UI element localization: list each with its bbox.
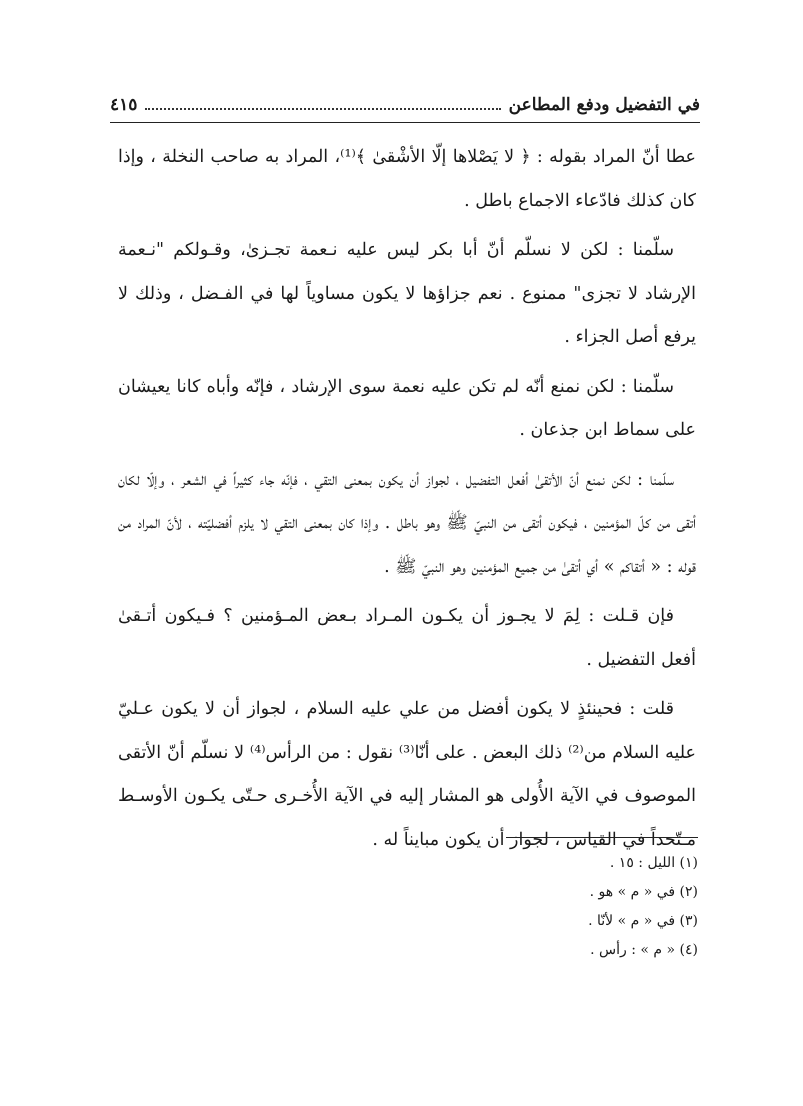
- paragraph-6: قلت : فحينئذٍ لا يكون أفضل من علي عليه السلام ، لجواز أن لا يكون عـليّ عليه السلام من⁽²⁾ ذلك البعض . على أنّا⁽³⁾ نقول : من الرأس⁽⁴⁾ لا نسلّم أنّ الأتقى الموصوف في الآية الأُولى هو المشار إليه في الآية الأُخـرى حـتّى يكـون الأوسـط مـتّحداً في القياس ، لجواز أن يكون مبايناً له .: [118, 699, 696, 850]
- footnotes: [430, 849, 698, 965]
- footnote-2: (٢) في « م » هو .: [589, 884, 698, 900]
- paragraph-1: عطا أنّ المراد بقوله : ﴿ لا يَصْلاها إلّا الأشْقىٰ ﴾⁽¹⁾، المراد به صاحب النخلة ، وإذا كان كذلك فادّعاء الاجماع باطل .: [118, 147, 696, 211]
- paragraph-4: سلّمنا : لكن نمنع أنّ الأتقىٰ أفعل التفضيل ، لجواز أن يكون بمعنى التقي ، فإنّه جاء كثيراً في الشعر ، وإلّا لكان أتقى من كلّ المؤمنين ، فيكون أتقى من النبيّ ﷺ وهو باطل . وإذا كان بمعنى التقي لا يلزم أفضليّته ، لأنّ المراد من قوله : « أتقاكم » أي أتقىٰ من جميع المؤمنين وهو النبيّ ﷺ .: [118, 469, 696, 577]
- paragraph-2: سلّمنا : لكن لا نسلّم أنّ أبا بكر ليس عليه نـعمة تجـزىٰ، وقـولكم "نـعمة الإرشاد لا تجزى" ممنوع . نعم جزاؤها لا يكون مساوياً لها في الفـضل ، وذلك لا يرفع أصل الجزاء .: [118, 240, 696, 347]
- main-text: [118, 136, 696, 868]
- footnote-divider: [506, 837, 698, 838]
- page-number: ٤١٥: [110, 95, 138, 115]
- header-leader-dots: [145, 108, 500, 110]
- paragraph-3: سلّمنا : لكن نمنع أنّه لم تكن عليه نعمة سوى الإرشاد ، فإنّه وأباه كانا يعيشان على سماط ابن جذعان .: [118, 376, 696, 440]
- header-title: في التفضيل ودفع المطاعن: [508, 95, 700, 115]
- running-header: [110, 88, 700, 123]
- paragraph-5: فإن قـلت : لِمَ لا يجـوز أن يكـون المـراد بـعض المـؤمنين ؟ فـيكون أتـقىٰ أفعل التفضيل .: [118, 606, 696, 670]
- footnote-4: (٤) « م » : رأس .: [590, 942, 698, 958]
- footnote-1: (١) الليل : ١٥ .: [609, 855, 698, 871]
- footnote-3: (٣) في « م » لأنّا .: [588, 913, 698, 929]
